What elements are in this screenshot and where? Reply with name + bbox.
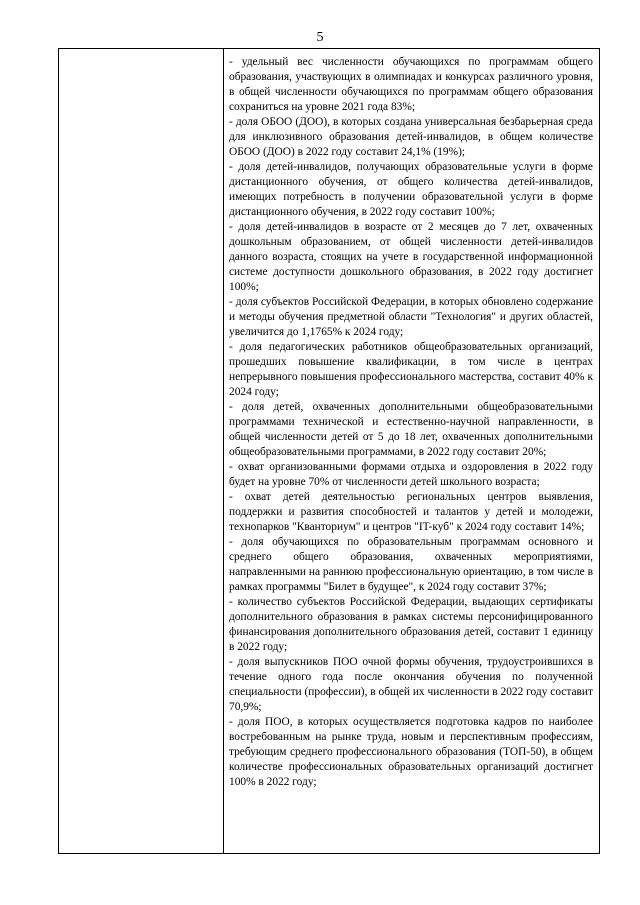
indicator-item: - доля ПОО, в которых осуществляется подготовка кадров по наиболее востребованным на рынке труда, новым и перспективным профессиям, требующим среднего профессионального образования (ТОП-50), в общем количестве профессиональных образовательных организаций достигнет 100% в 2022 году; (229, 716, 593, 788)
indicator-item: - доля детей-инвалидов, получающих образовательные услуги в форме дистанционного обучения, от общего количества детей-инвалидов, имеющих потребность в получении образовательной услуги в форме дистанционного обучения, в 2022 году составит 100%; (229, 161, 593, 218)
left-column-cell (59, 49, 224, 853)
indicator-item: - доля детей, охваченных дополнительными общеобразовательными программами технической и естественно-научной направленности, в общей численности детей от 5 до 18 лет, охваченных дополнительными общеобразовательными программами, в 2022 году составит 20%; (229, 401, 593, 458)
indicator-item: - охват детей деятельностью региональных центров выявления, поддержки и развития способностей и талантов у детей и молодежи, технопарков "Кванториум" и центров "IT-куб" к 2024 году составит 14%; (229, 491, 593, 533)
page-number: 5 (316, 30, 324, 45)
document-table (58, 48, 600, 854)
indicator-item: - доля педагогических работников общеобразовательных организаций, прошедших повышение квалификации, в том числе в центрах непрерывного повышения профессионального мастерства, составит 40% к 2024 году; (229, 341, 593, 398)
indicator-item: - удельный вес численности обучающихся по программам общего образования, участвующих в олимпиадах и конкурсах различного уровня, в общей численности обучающихся по программам общего образования сохраниться на уровне 2021 года 83%; (229, 56, 593, 113)
right-column-cell (224, 49, 599, 853)
indicator-item: - доля ОБОО (ДОО), в которых создана универсальная безбарьерная среда для инклюзивного образования детей-инвалидов, в общем количестве ОБОО (ДОО) в 2022 году составит 24,1% (19%); (229, 116, 593, 158)
indicator-item: - доля выпускников ПОО очной формы обучения, трудоустроившихся в течение одного года после окончания обучения по полученной специальности (профессии), в общей их численности в 2022 году составит 70,9%; (229, 656, 593, 713)
indicator-item: - количество субъектов Российской Федерации, выдающих сертификаты дополнительного образования в рамках системы персонифицированного финансирования дополнительного образования детей, составит 1 единицу в 2022 году; (229, 596, 593, 653)
indicator-item: - доля субъектов Российской Федерации, в которых обновлено содержание и методы обучения предметной области "Технология" и других областей, увеличится до 1,1765% к 2024 году; (229, 296, 593, 338)
indicator-item: - доля обучающихся по образовательным программам основного и среднего общего образования, охваченных мероприятиями, направленными на раннюю профессиональную ориентацию, в том числе в рамках программы "Билет в будущее", к 2024 году составит 37%; (229, 536, 593, 593)
indicator-item: - доля детей-инвалидов в возрасте от 2 месяцев до 7 лет, охваченных дошкольным образованием, от общей численности детей-инвалидов данного возраста, стоящих на учете в государственной информационной системе доступности дошкольного образования, в 2022 году достигнет 100%; (229, 221, 593, 293)
indicator-item: - охват организованными формами отдыха и оздоровления в 2022 году будет на уровне 70% от численности детей школьного возраста; (229, 461, 593, 488)
